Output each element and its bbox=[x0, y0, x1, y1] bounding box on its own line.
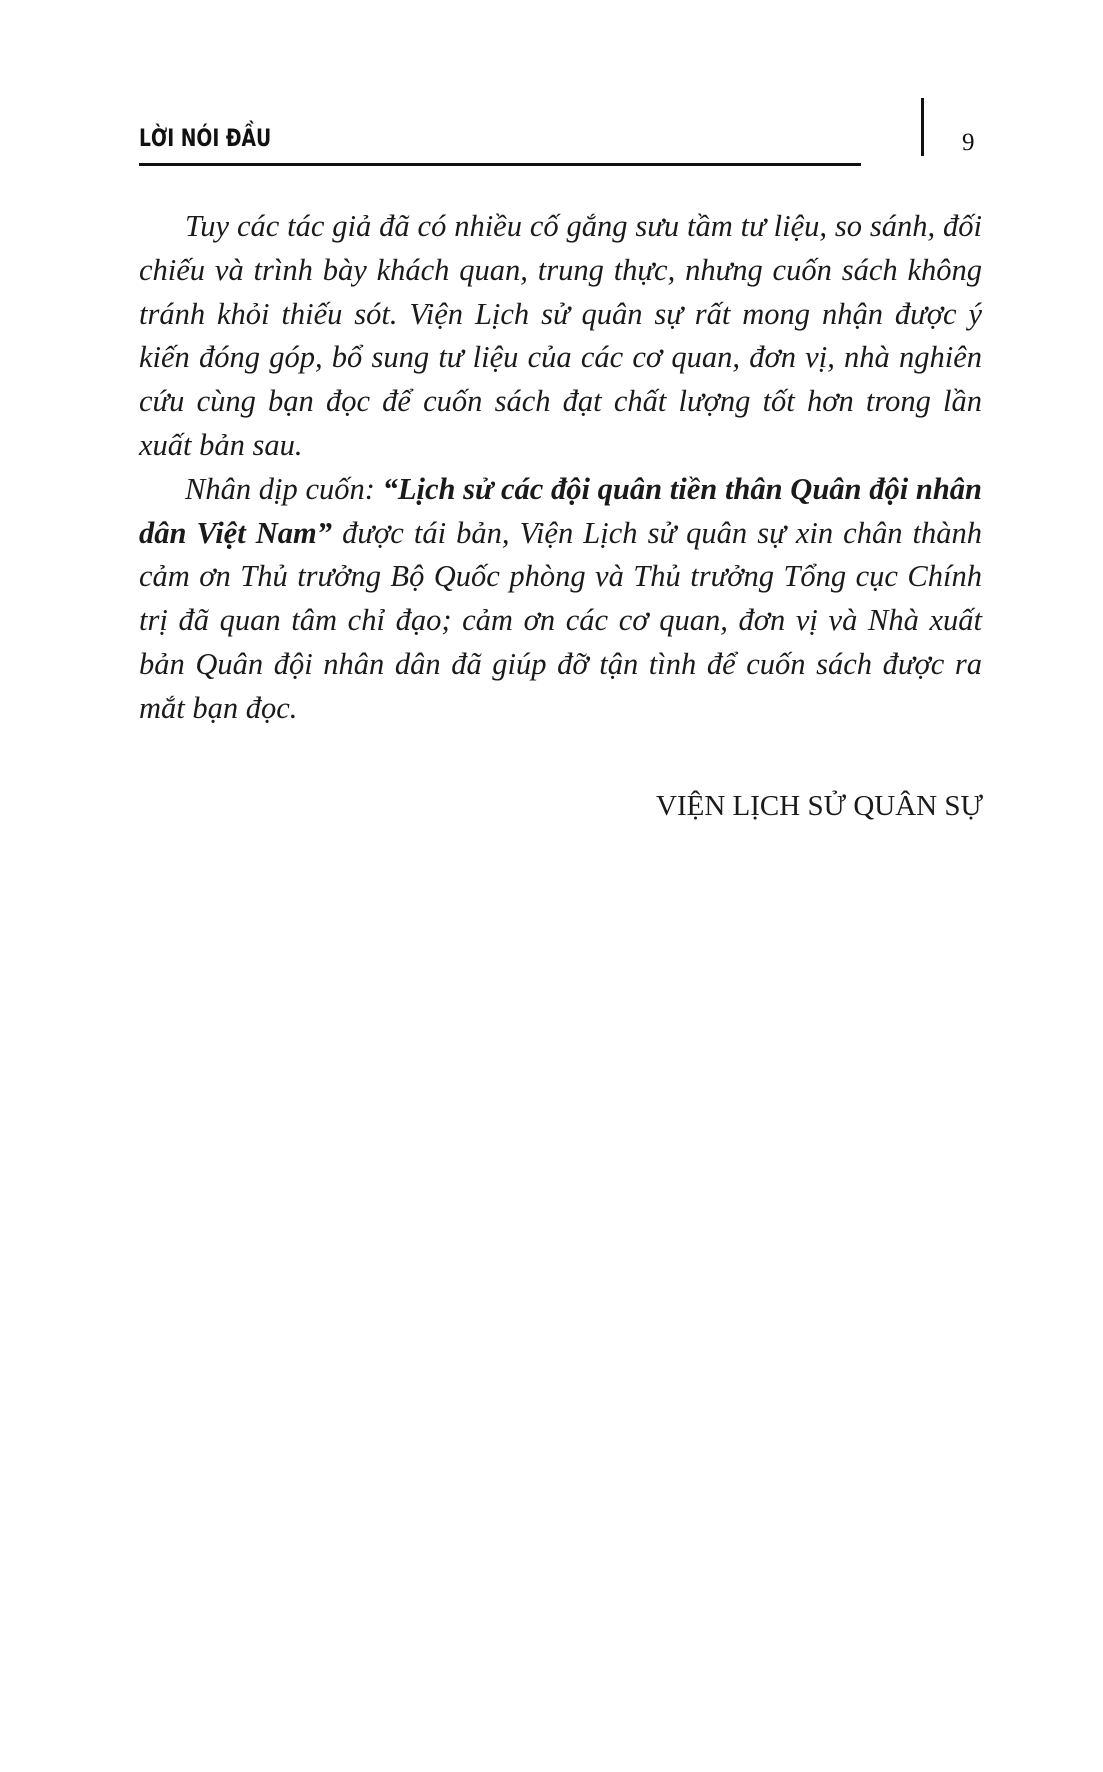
paragraph-2-prefix: Nhân dịp cuốn: bbox=[185, 471, 383, 506]
header-vertical-mark bbox=[921, 98, 924, 156]
running-head-title: LỜI NÓI ĐẦU bbox=[139, 124, 272, 152]
signature: VIỆN LỊCH SỬ QUÂN SỰ bbox=[656, 790, 983, 822]
page-number: 9 bbox=[962, 129, 975, 156]
body-text bbox=[139, 205, 982, 731]
book-title: “Lịch sử các đội quân tiền thân Quân đội nhân dân Việt Nam” bbox=[139, 471, 982, 550]
header-rule bbox=[139, 163, 861, 166]
paragraph-1: Tuy các tác giả đã có nhiều cố gắng sưu tầm tư liệu, so sánh, đối chiếu và trình bày khách quan, trung thực, nhưng cuốn sách không tránh khỏi thiếu sót. Viện Lịch sử quân sự rất mong nhận được ý kiến đóng góp, bổ sung tư liệu của các cơ quan, đơn vị, nhà nghiên cứu cùng bạn đọc để cuốn sách đạt chất lượng tốt hơn trong lần xuất bản sau. bbox=[139, 209, 982, 462]
paragraph-2 bbox=[139, 468, 982, 731]
paragraph-2-suffix: được tái bản, Viện Lịch sử quân sự xin chân thành cảm ơn Thủ trưởng Bộ Quốc phòng và Thủ trưởng Tổng cục Chính trị đã quan tâm chỉ đạo; cảm ơn các cơ quan, đơn vị và Nhà xuất bản Quân đội nhân dân đã giúp đỡ tận tình để cuốn sách được ra mắt bạn đọc. bbox=[139, 515, 983, 725]
